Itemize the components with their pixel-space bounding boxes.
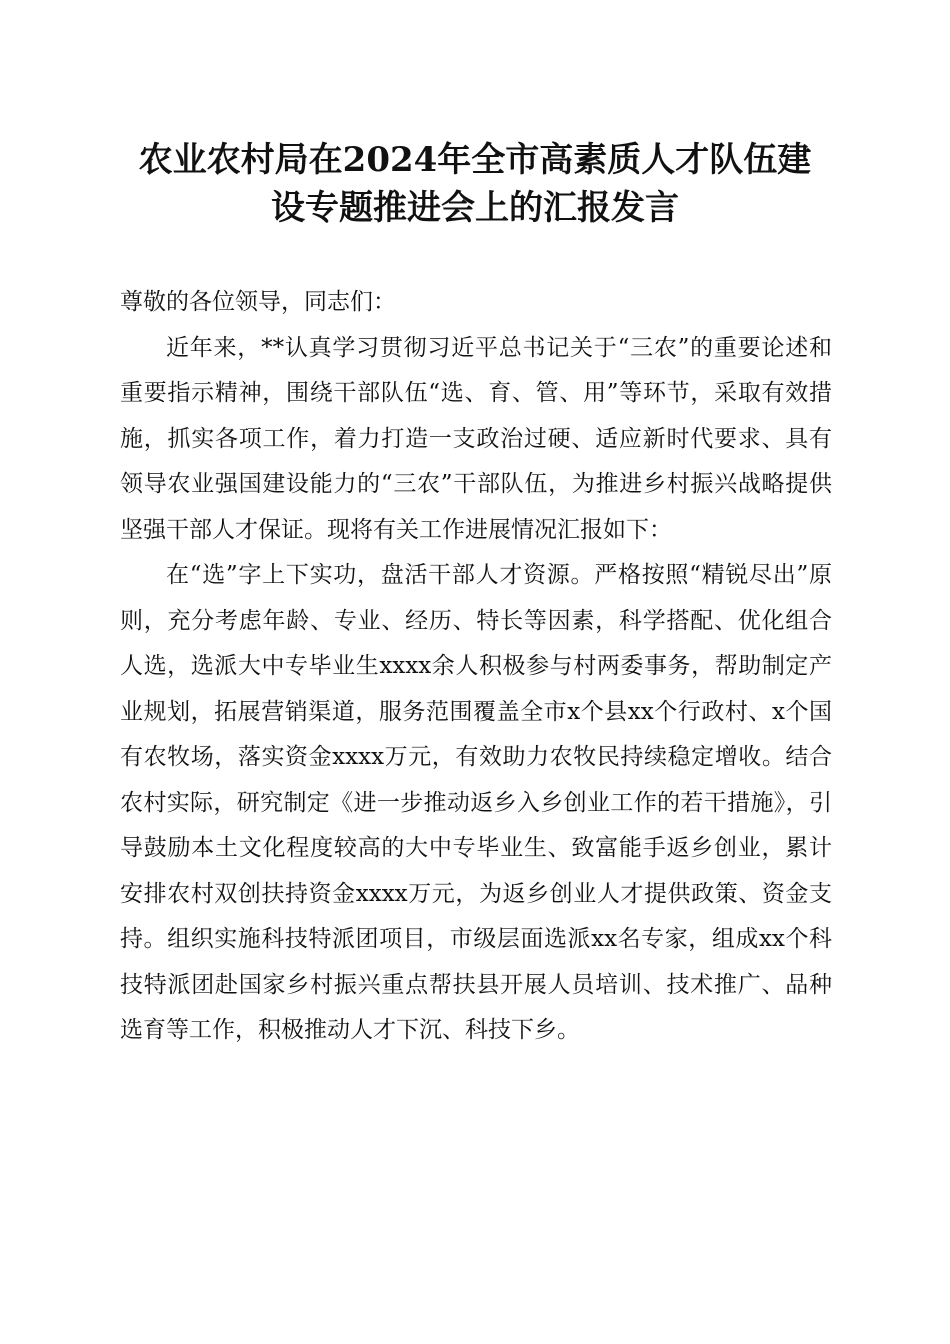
document-title — [110, 136, 840, 232]
salutation: 尊敬的各位领导，同志们： — [120, 289, 396, 315]
title-line-2: 设专题推进会上的汇报发言 — [271, 188, 679, 228]
document-body — [120, 280, 832, 1054]
paragraph-selection: 在“选”字上下实功，盘活干部人才资源。严格按照“精锐尽出”原则，充分考虑年龄、专业、经历、特长等因素，科学搭配、优化组合人选，选派大中专毕业生xxxx余人积极参与村两委事务，帮助制定产业规划，拓展营销渠道，服务范围覆盖全市x个县xx个行政村、x个国有农牧场，落实资金xxxx万元，有效助力农牧民持续稳定增收。结合农村实际，研究制定《进一步推动返乡入乡创业工作的若干措施》，引导鼓励本土文化程度较高的大中专毕业生、致富能手返乡创业，累计安排农村双创扶持资金xxxx万元，为返乡创业人才提供政策、资金支持。组织实施科技特派团项目，市级层面选派xx名专家，组成xx个科技特派团赴国家乡村振兴重点帮扶县开展人员培训、技术推广、品种选育等工作，积极推动人才下沉、科技下乡。 — [120, 562, 832, 1043]
title-line-1: 农业农村局在2024年全市高素质人才队伍建 — [138, 140, 812, 180]
paragraph-intro: 近年来，**认真学习贯彻习近平总书记关于“三农”的重要论述和重要指示精神，围绕干部队伍“选、育、管、用”等环节，采取有效措施，抓实各项工作，着力打造一支政治过硬、适应新时代要求、具有领导农业强国建设能力的“三农”干部队伍，为推进乡村振兴战略提供坚强干部人才保证。现将有关工作进展情况汇报如下： — [120, 334, 832, 543]
